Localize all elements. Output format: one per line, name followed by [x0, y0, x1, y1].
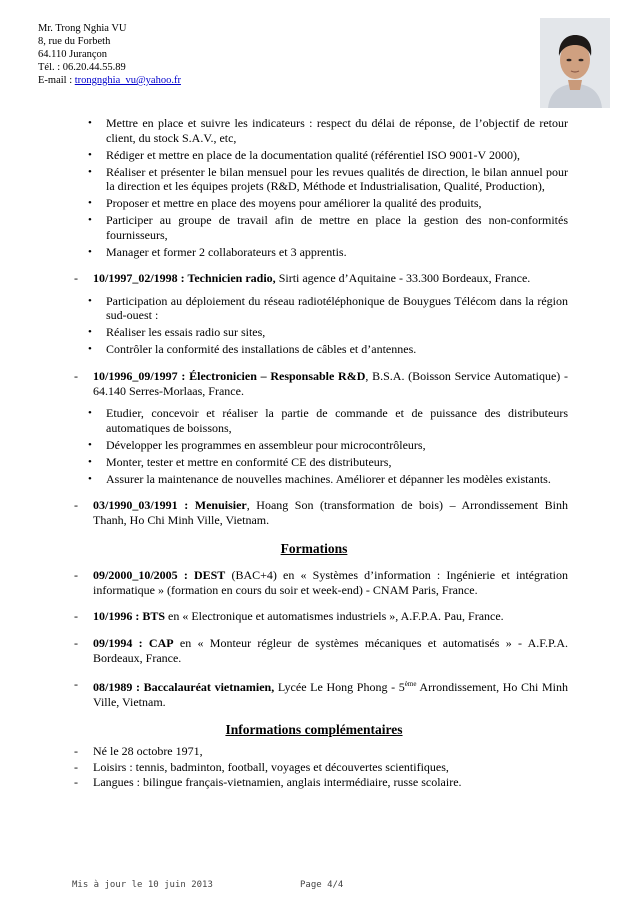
list-item: • Etudier, concevoir et réaliser la partie de commande et de puissance des distributeurs automatiques de boissons, [84, 406, 568, 435]
formation-details: en « Monteur régleur de systèmes mécaniques et automatisés » - A.F.P.A. Bordeaux, France. [93, 635, 569, 665]
list-item: • Proposer et mettre en place des moyens pour améliorer la qualité des produits, [84, 196, 568, 211]
page-footer [72, 880, 344, 890]
section-title-formations: Formations [280, 540, 348, 556]
job-tasks-list [84, 406, 568, 486]
list-item: • Réaliser et présenter le bilan mensuel pour les revues qualités de direction, le bilan annuel pour la direction et les équipes projets (R&D, Méthode et Industrialisation, Qualité, Production), [84, 165, 568, 194]
list-item: • Participer au groupe de travail afin de mettre en place la gestion des non-conformités fournisseurs, [84, 213, 568, 242]
formation-entry [60, 609, 568, 624]
job-details: Sirti agence d’Aquitaine - 33.300 Bordeaux, France. [275, 271, 531, 286]
quality-tasks-list [84, 116, 568, 259]
list-item: • Rédiger et mettre en place de la documentation qualité (référentiel ISO 9001-V 2000), [84, 148, 568, 163]
list-item: - Né le 28 octobre 1971, [60, 744, 568, 759]
phone-number: Tél. : 06.20.44.55.89 [38, 62, 126, 73]
list-item: • Manager et former 2 collaborateurs et 3 apprentis. [84, 245, 568, 260]
cv-body [60, 116, 568, 791]
section-title-informations: Informations complémentaires [225, 722, 403, 738]
formation-title: 09/2000_10/2005 : DEST [93, 568, 226, 583]
address-line-2: 64.110 Jurançon [38, 49, 108, 60]
address-line-1: 8, rue du Forbeth [38, 36, 111, 47]
list-item: • Assurer la maintenance de nouvelles machines. Améliorer et dépanner les modèles existants. [84, 472, 568, 487]
formation-details: en « Electronique et automatismes industriels », A.F.P.A. Pau, France. [165, 609, 504, 624]
job-entry-menuisier [60, 498, 568, 527]
formation-entry-bac [60, 677, 568, 709]
list-item: • Réaliser les essais radio sur sites, [84, 325, 568, 340]
email-link[interactable]: trongnghia_vu@yahoo.fr [74, 75, 181, 86]
list-item: • Monter, tester et mettre en conformité CE des distributeurs, [84, 455, 568, 470]
email-line [38, 74, 181, 87]
job-details: , B.S.A. (Boisson Service Automatique) - 64.140 Serres-Morlaas, France. [93, 369, 568, 398]
page-number: Page 4/4 [300, 880, 344, 890]
job-tasks-list [84, 294, 568, 357]
ordinal-suffix: ème [404, 680, 417, 689]
list-item: • Participation au déploiement du réseau radiotéléphonique de Bouygues Télécom dans la région sud-ouest : [84, 294, 568, 323]
formation-details: Lycée Le Hong Phong - 5 [274, 680, 405, 695]
list-item: - Loisirs : tennis, badminton, football, voyages et découvertes scientifiques, [60, 760, 568, 775]
formation-title: 09/1994 : CAP [93, 635, 174, 650]
portrait-icon [540, 18, 610, 108]
job-title: 03/1990_03/1991 : Menuisier [93, 498, 247, 513]
job-title: 10/1997_02/1998 : Technicien radio, [93, 271, 276, 286]
formation-title: 08/1989 : Baccalauréat vietnamien, [93, 680, 275, 695]
list-item: • Mettre en place et suivre les indicateurs : respect du délai de réponse, de l’objectif de retour client, du stock S.A.V., etc, [84, 116, 568, 145]
info-list [60, 744, 568, 790]
formation-entry [60, 636, 568, 665]
job-title: 10/1996_09/1997 : Électronicien – Responsable R&D [93, 369, 366, 384]
formation-details: (BAC+4) en « Systèmes d’information : Ingénierie et intégration informatique » (formation en cours du soir et week-end) - CNAM Paris, France. [93, 568, 568, 597]
profile-photo [540, 18, 610, 108]
contact-header [38, 22, 181, 87]
person-name: Mr. Trong Nghia VU [38, 23, 127, 34]
list-item: • Développer les programmes en assembleur pour microcontrôleurs, [84, 438, 568, 453]
formation-title: 10/1996 : BTS [93, 609, 166, 624]
job-details: , Hoang Son (transformation de bois) – Arrondissement Binh Thanh, Ho Chi Minh Ville, Vietnam. [93, 498, 568, 527]
update-date: Mis à jour le 10 juin 2013 [72, 880, 213, 890]
email-label: E-mail : [38, 75, 75, 86]
list-item: - Langues : bilingue français-vietnamien, anglais intermédiaire, russe scolaire. [60, 775, 568, 790]
formation-details: Arrondissement, Ho Chi Minh Ville, Vietnam. [93, 680, 569, 709]
job-entry-electronicien [60, 369, 568, 398]
list-item: • Contrôler la conformité des installations de câbles et d’antennes. [84, 342, 568, 357]
job-entry-technicien-radio [60, 271, 568, 286]
formation-entry [60, 568, 568, 597]
